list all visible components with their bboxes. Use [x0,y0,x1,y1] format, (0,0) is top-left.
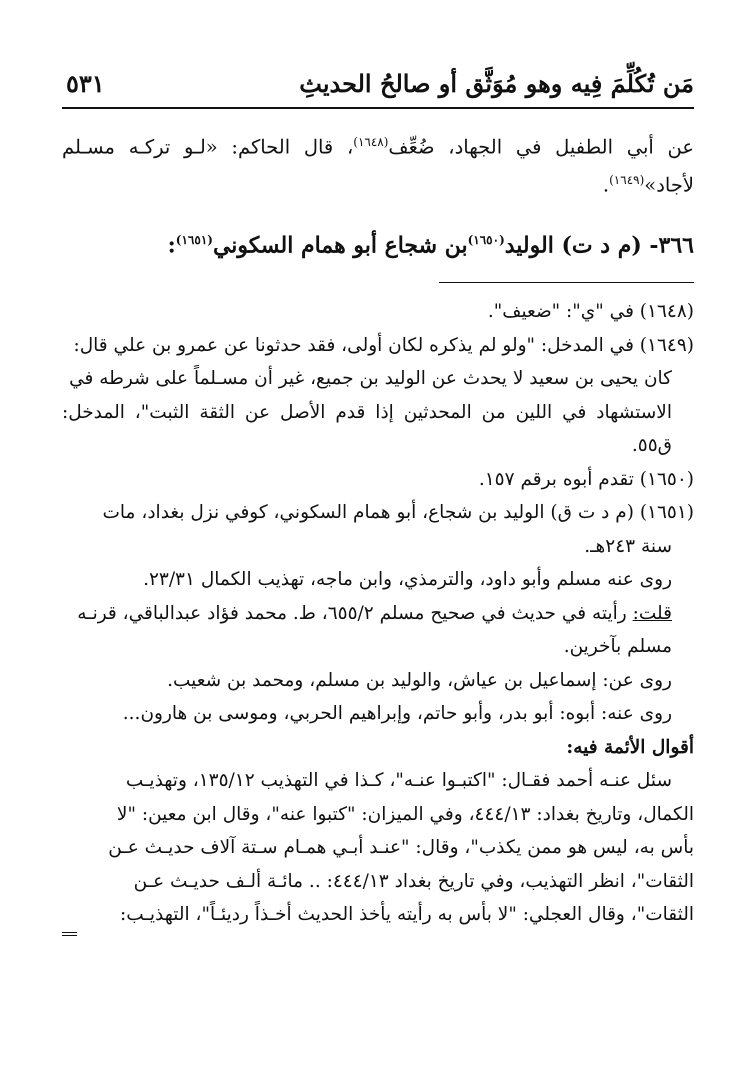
footnote-1651: (١٦٥١) (م د ت ق) الوليد بن شجاع، أبو همام السكوني، كوفي نزل بغداد، مات [102,502,694,524]
footnote-1649-line-3: الاستشهاد في اللين من المحدثين إذا قدم الأصل عن الثقة الثبت"، المدخل: ق٥٥. [62,401,672,457]
footnote-1649: (١٦٤٩) في المدخل: "ولو لم يذكره لكان أولى، فقد حدثونا عن عمرو بن علي قال: [73,334,694,356]
footnote-ref-1649[interactable]: (١٦٤٩) [609,172,645,187]
footnote-ref-1650[interactable]: (١٦٥٠) [467,233,505,247]
paragraph-text: عن أبي الطفيل في الجهاد، ضُعِّف [388,135,694,159]
footnote-separator [439,282,694,283]
imams-sayings-heading: أقوال الأئمة فيه: [566,736,694,758]
page-number: ٥٣١ [66,69,105,98]
footnote-ref-1651[interactable]: (١٦٥١) [175,233,213,247]
narrators-from-him: روى عنه مسلم وأبو داود، والترمذي، وابن ماجه، تهذيب الكمال ٢٣/٣١. [143,569,672,591]
entry-heading [62,223,694,262]
entry-heading-part-1: ٣٦٦- (م د ت) الوليد [504,232,694,259]
imams-sayings-line-4: الثقات"، انظر التهذيب، وفي تاريخ بغداد ٤٤٤/١٣: .. مائـة ألـف حديـث عـن [133,870,694,892]
footnotes [62,295,694,936]
page-header [62,55,694,109]
imams-sayings-line-5: الثقات"، وقال العجلي: "لا بأس به رأيته يأخذ الحديث أخـذاً رديئـاً"، التهذيـب: [120,904,694,926]
footnote-1648: (١٦٤٨) في "ي": "ضعيف". [487,301,694,323]
author-note-label: قلت: [632,602,672,624]
footnote-1649-line-2: كان يحيى بن سعيد لا يحدث عن الوليد بن جميع، غير أن مسـلماً على شرطه في [69,368,672,390]
continuation-mark [62,932,77,936]
imams-sayings-line-1: سئل عنـه أحمد فقـال: "اكتبـوا عنـه"، كـذا في التهذيب ١٣٥/١٢، وتهذيـب [125,770,672,792]
document-page [62,55,694,1092]
paragraph-end: . [602,173,610,196]
main-paragraph [62,126,694,201]
author-note-line-2: مسلم بآخرين. [563,636,672,658]
imams-sayings-line-3: بأس به، ليس هو ممن يكذب"، وقال: "عنـد أبـي همـام سـتة آلاف حديـث عـن [108,837,694,859]
footnote-1651-line-2: سنة ٢٤٣هـ. [584,535,672,557]
narrated-from: روى عن: إسماعيل بن عياش، والوليد بن مسلم، ومحمد بن شعيب. [167,669,672,691]
narrated-by: روى عنه: أبوه: أبو بدر، وأبو حاتم، وإبراهيم الحربي، وموسى بن هارون... [122,703,672,725]
footnote-ref-1648[interactable]: (١٦٤٨) [353,135,389,149]
author-note-text: رأيته في حديث في صحيح مسلم ٦٥٥/٢، ط. محمد فؤاد عبدالباقي، قرنـه [77,602,633,624]
entry-heading-part-2: بن شجاع أبو همام السكوني [212,232,468,259]
entry-heading-colon: : [167,232,176,259]
paragraph-text-continued: ، قال الحاكم: «لـو تركـه مسـلم لأجاد» [62,135,694,196]
author-note [62,597,694,631]
imams-sayings-line-2: الكمال، وتاريخ بغداد: ٤٤٤/١٣، وفي الميزان: "كتبوا عنه"، وقال ابن معين: "لا [116,803,694,825]
footnote-1650: (١٦٥٠) تقدم أبوه برقم ١٥٧. [478,468,694,490]
running-title: مَن تُكُلِّمَ فِيه وهو مُوَثَّق أو صالحُ الحديثِ [299,69,694,98]
